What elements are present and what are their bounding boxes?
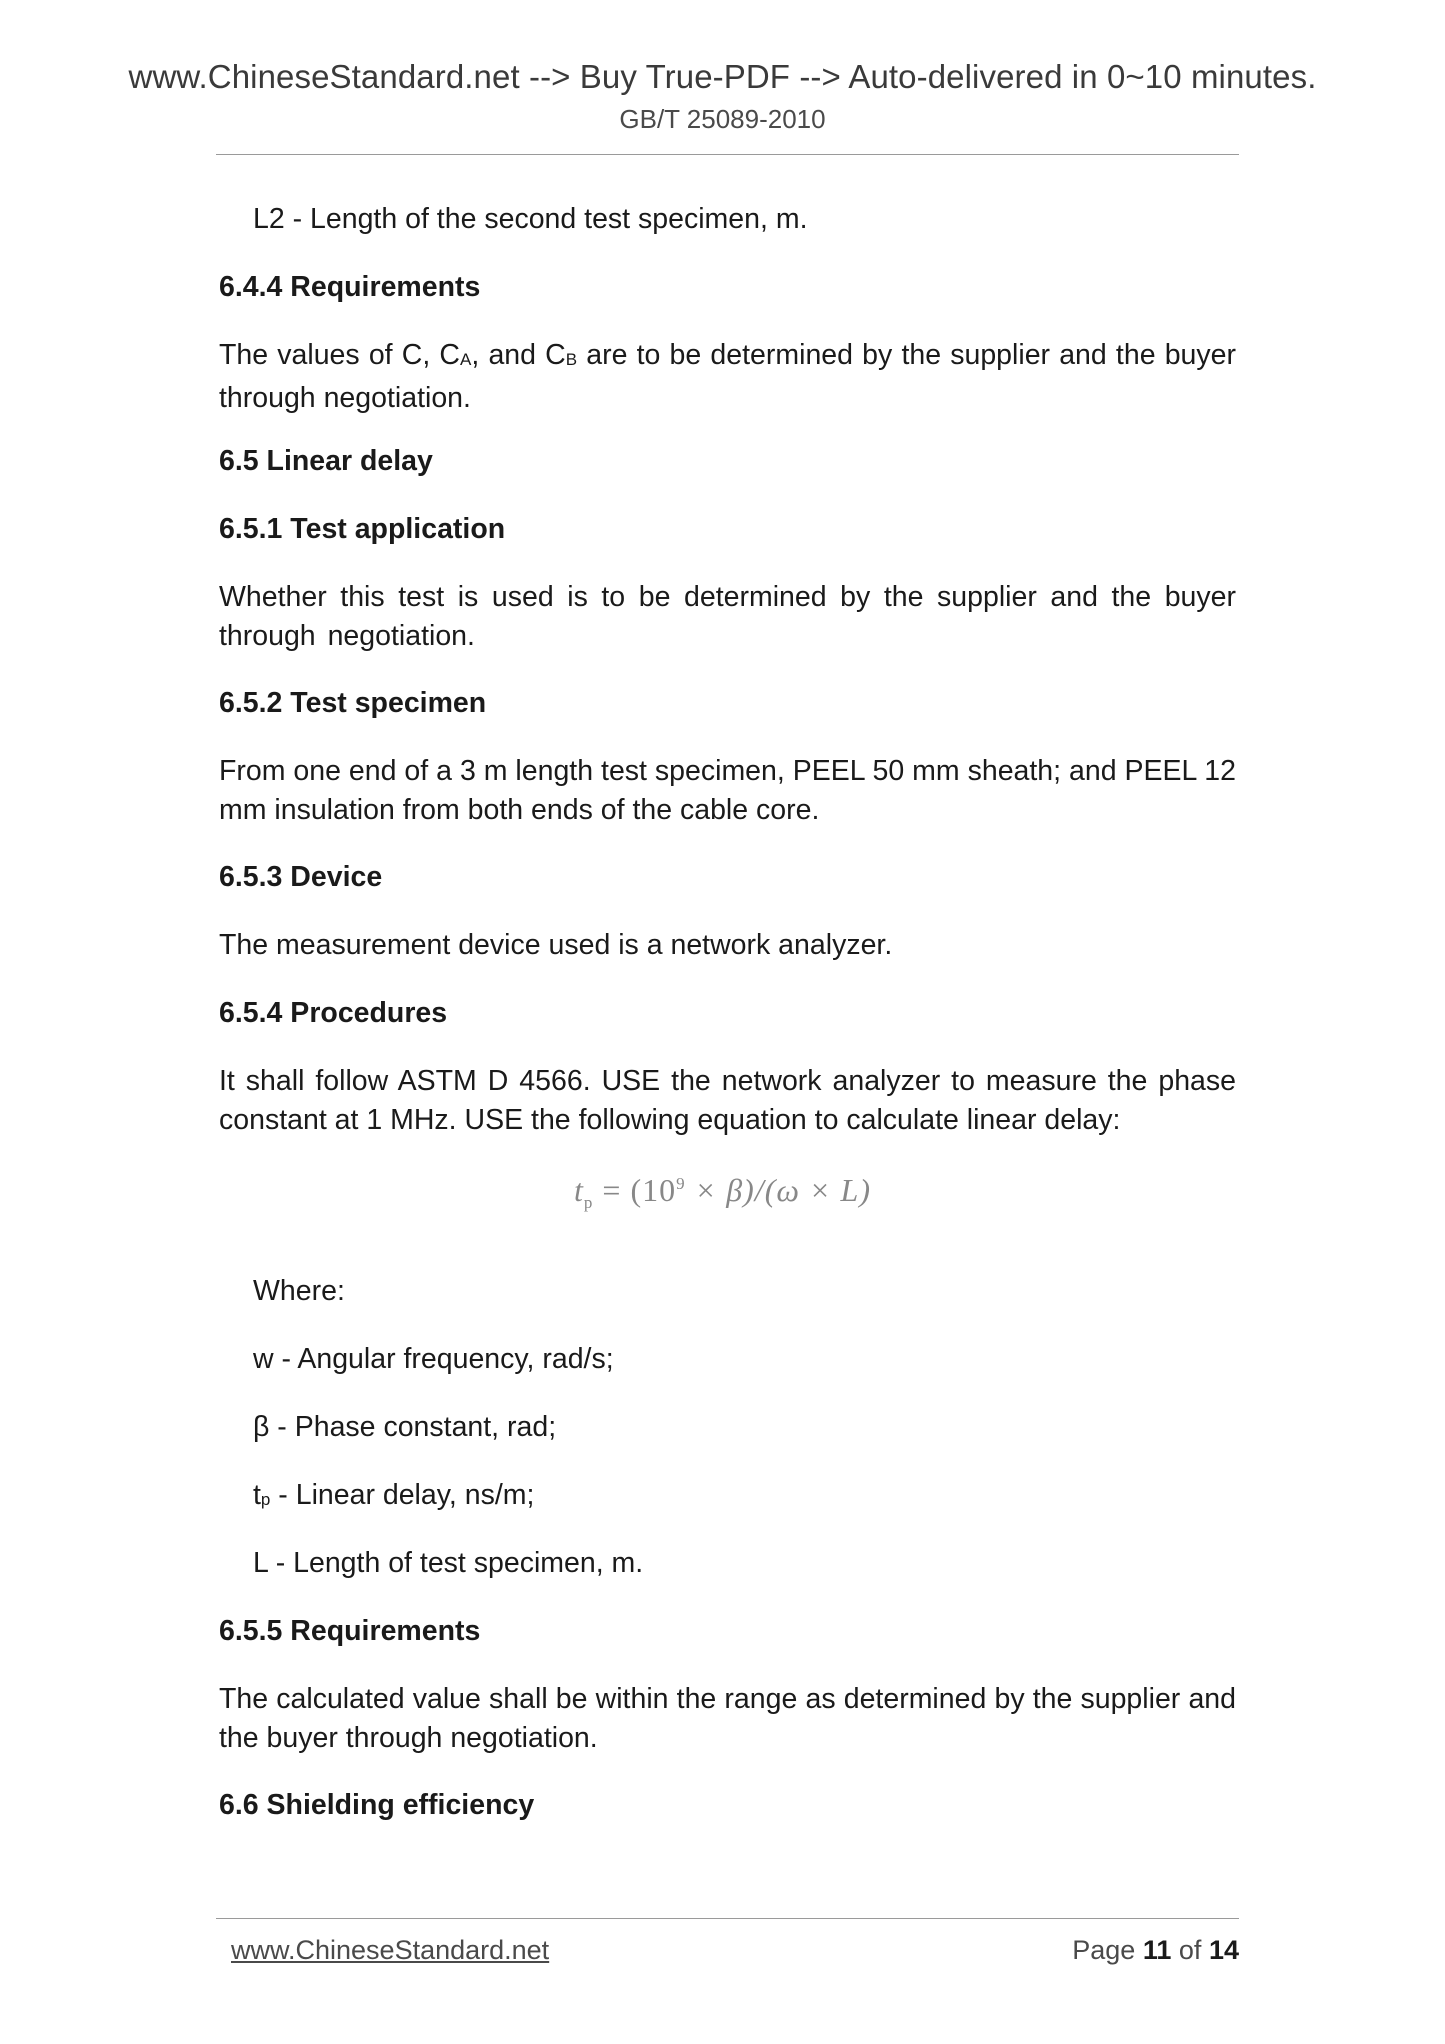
definition-w: w - Angular frequency, rad/s; <box>253 1343 614 1375</box>
linear-delay-equation: $t_p = (10^9 \times \beta)/(\omega \times L)$ <box>574 1172 871 1212</box>
heading-6-5: 6.5 Linear delay <box>219 445 433 477</box>
definition-l: L - Length of test specimen, m. <box>253 1547 644 1579</box>
definition-tp: tp - Linear delay, ns/m; <box>253 1479 535 1511</box>
header-divider <box>216 154 1239 155</box>
subscript-a: A <box>460 350 472 369</box>
paragraph-6-5-2: From one end of a 3 m length test specimen, PEEL 50 mm sheath; and PEEL 12 mm insulation from both ends of the cable core. <box>219 755 1236 826</box>
heading-6-5-1: 6.5.1 Test application <box>219 513 506 545</box>
definition-beta: β - Phase constant, rad; <box>253 1411 557 1443</box>
heading-6-5-3: 6.5.3 Device <box>219 861 383 893</box>
header-banner: www.ChineseStandard.net --> Buy True-PDF --> Auto-delivered in 0~10 minutes. <box>128 58 1317 95</box>
footer-website-link[interactable]: www.ChineseStandard.net <box>231 1935 550 1965</box>
total-pages: 14 <box>1208 1935 1239 1965</box>
where-label: Where: <box>253 1275 345 1307</box>
heading-6-5-4: 6.5.4 Procedures <box>219 997 448 1029</box>
heading-6-6: 6.6 Shielding efficiency <box>219 1789 535 1821</box>
paragraph-6-5-1: Whether this test is used is to be determined by the supplier and the buyer through negotiation. <box>219 581 1236 652</box>
subscript-b: B <box>565 350 578 369</box>
heading-6-5-2: 6.5.2 Test specimen <box>219 687 487 719</box>
page-number: Page 11 of 14 <box>1072 1935 1239 1965</box>
standard-code: GB/T 25089-2010 <box>619 104 826 134</box>
paragraph-6-5-3: The measurement device used is a network analyzer. <box>219 929 893 961</box>
footer-divider <box>216 1918 1239 1919</box>
heading-6-4-4: 6.4.4 Requirements <box>219 271 481 303</box>
heading-6-5-5: 6.5.5 Requirements <box>219 1615 481 1647</box>
subscript-p: p <box>260 1490 271 1509</box>
paragraph-6-4-4: The values of C, CA, and CB are to be determined by the supplier and the buyer through negotiation. <box>219 339 1236 414</box>
paragraph-6-5-4: It shall follow ASTM D 4566. USE the network analyzer to measure the phase constant at 1 MHz. USE the following equation to calculate linear delay: <box>219 1065 1236 1136</box>
l2-definition: L2 - Length of the second test specimen, m. <box>253 203 808 235</box>
current-page: 11 <box>1142 1935 1172 1965</box>
paragraph-6-5-5: The calculated value shall be within the range as determined by the supplier and the buyer through negotiation. <box>219 1683 1236 1754</box>
